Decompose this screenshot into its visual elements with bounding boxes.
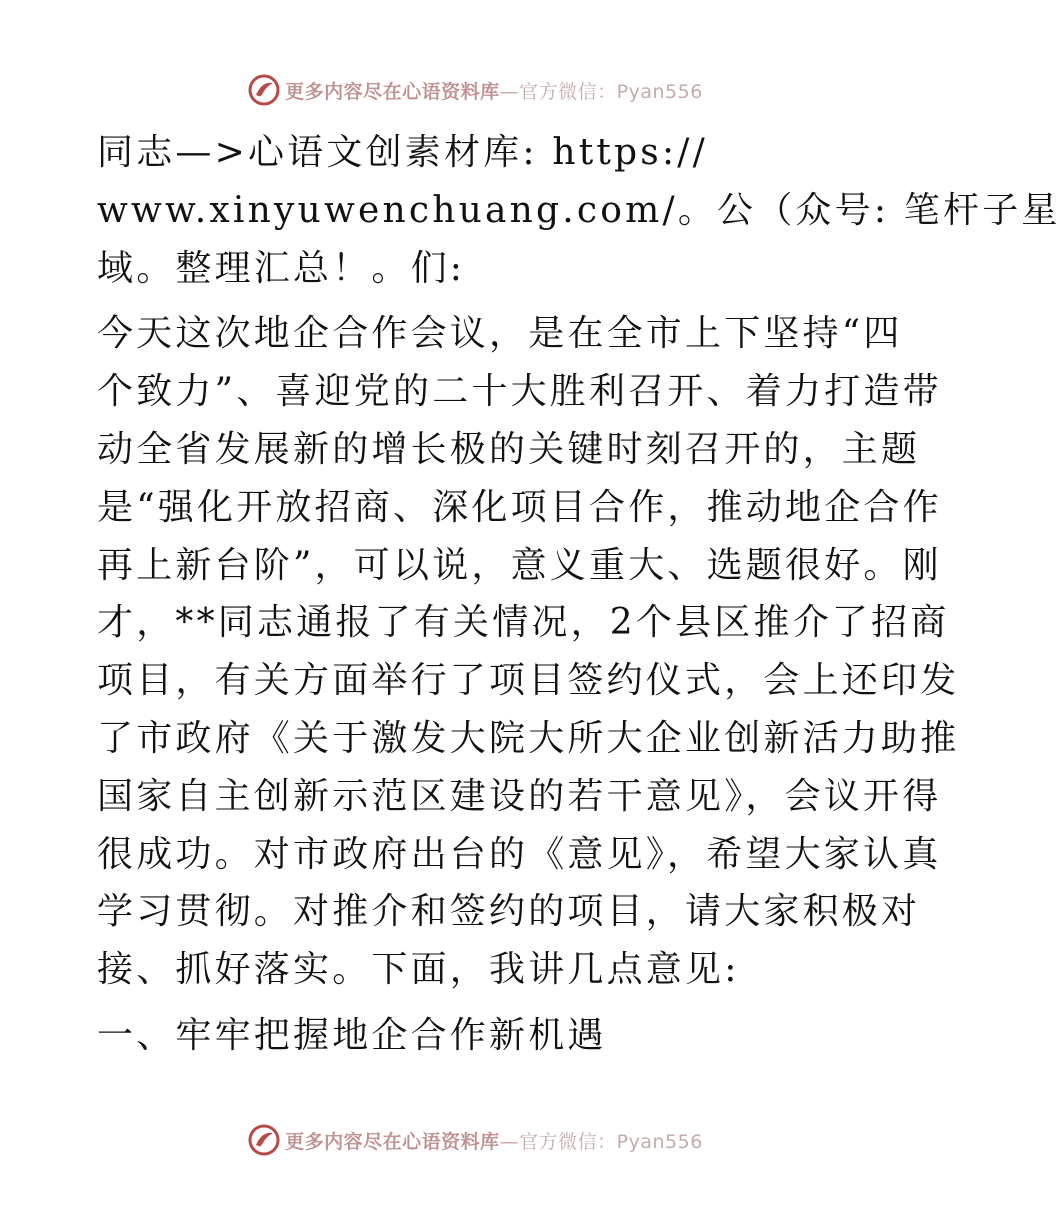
banner-brand: 更多内容尽在心语资料库: [285, 1130, 500, 1153]
body-line: 再上新台阶”，可以说，意义重大、选题很好。刚: [97, 544, 942, 586]
banner-text: [285, 77, 703, 104]
banner-wechat: 官方微信：Pyan556: [519, 1130, 703, 1153]
body-line: 是“强化开放招商、深化项目合作，推动地企合作: [97, 486, 942, 528]
body-line: 国家自主创新示范区建设的若干意见》，会议开得: [97, 775, 942, 817]
intro-line: 同志—>心语文创素材库: https://: [97, 132, 708, 173]
body-line: 接、抓好落实。下面，我讲几点意见:: [97, 949, 740, 991]
body-line: 很成功。对市政府出台的《意见》，希望大家认真: [97, 833, 942, 875]
body-line: 今天这次地企合作会议，是在全市上下坚持“四: [97, 313, 903, 355]
body-line: 才，**同志通报了有关情况，2个县区推介了招商: [97, 602, 950, 644]
intro-line: www.xinyuwenchuang.com/。公（众号: 笔杆子星: [97, 189, 1061, 231]
body-line: 项目，有关方面举行了项目签约仪式，会上还印发: [97, 660, 960, 702]
intro-line: 域。整理汇总！。们:: [97, 247, 466, 289]
logo-icon: [247, 73, 281, 107]
banner-brand: 更多内容尽在心语资料库: [285, 80, 500, 103]
body-paragraph: [97, 305, 960, 999]
header-banner: [0, 70, 950, 110]
body-line: 个致力”、喜迎党的二十大胜利召开、着力打造带: [97, 371, 942, 413]
banner-wechat: 官方微信：Pyan556: [519, 80, 703, 103]
banner-separator: —: [499, 1130, 520, 1153]
footer-banner: [0, 1120, 950, 1160]
banner-text: [285, 1127, 703, 1154]
document-body: [97, 124, 1061, 1065]
logo-icon: [247, 1123, 281, 1157]
banner-separator: —: [499, 80, 520, 103]
body-line: 了市政府《关于激发大院大所大企业创新活力助推: [97, 717, 960, 759]
body-line: 动全省发展新的增长极的关键时刻召开的，主题: [97, 428, 921, 470]
body-line: 学习贯彻。对推介和签约的项目，请大家积极对: [97, 891, 921, 933]
section-heading: 一、牢牢把握地企合作新机遇: [97, 1014, 607, 1056]
intro-paragraph: [97, 124, 1061, 297]
